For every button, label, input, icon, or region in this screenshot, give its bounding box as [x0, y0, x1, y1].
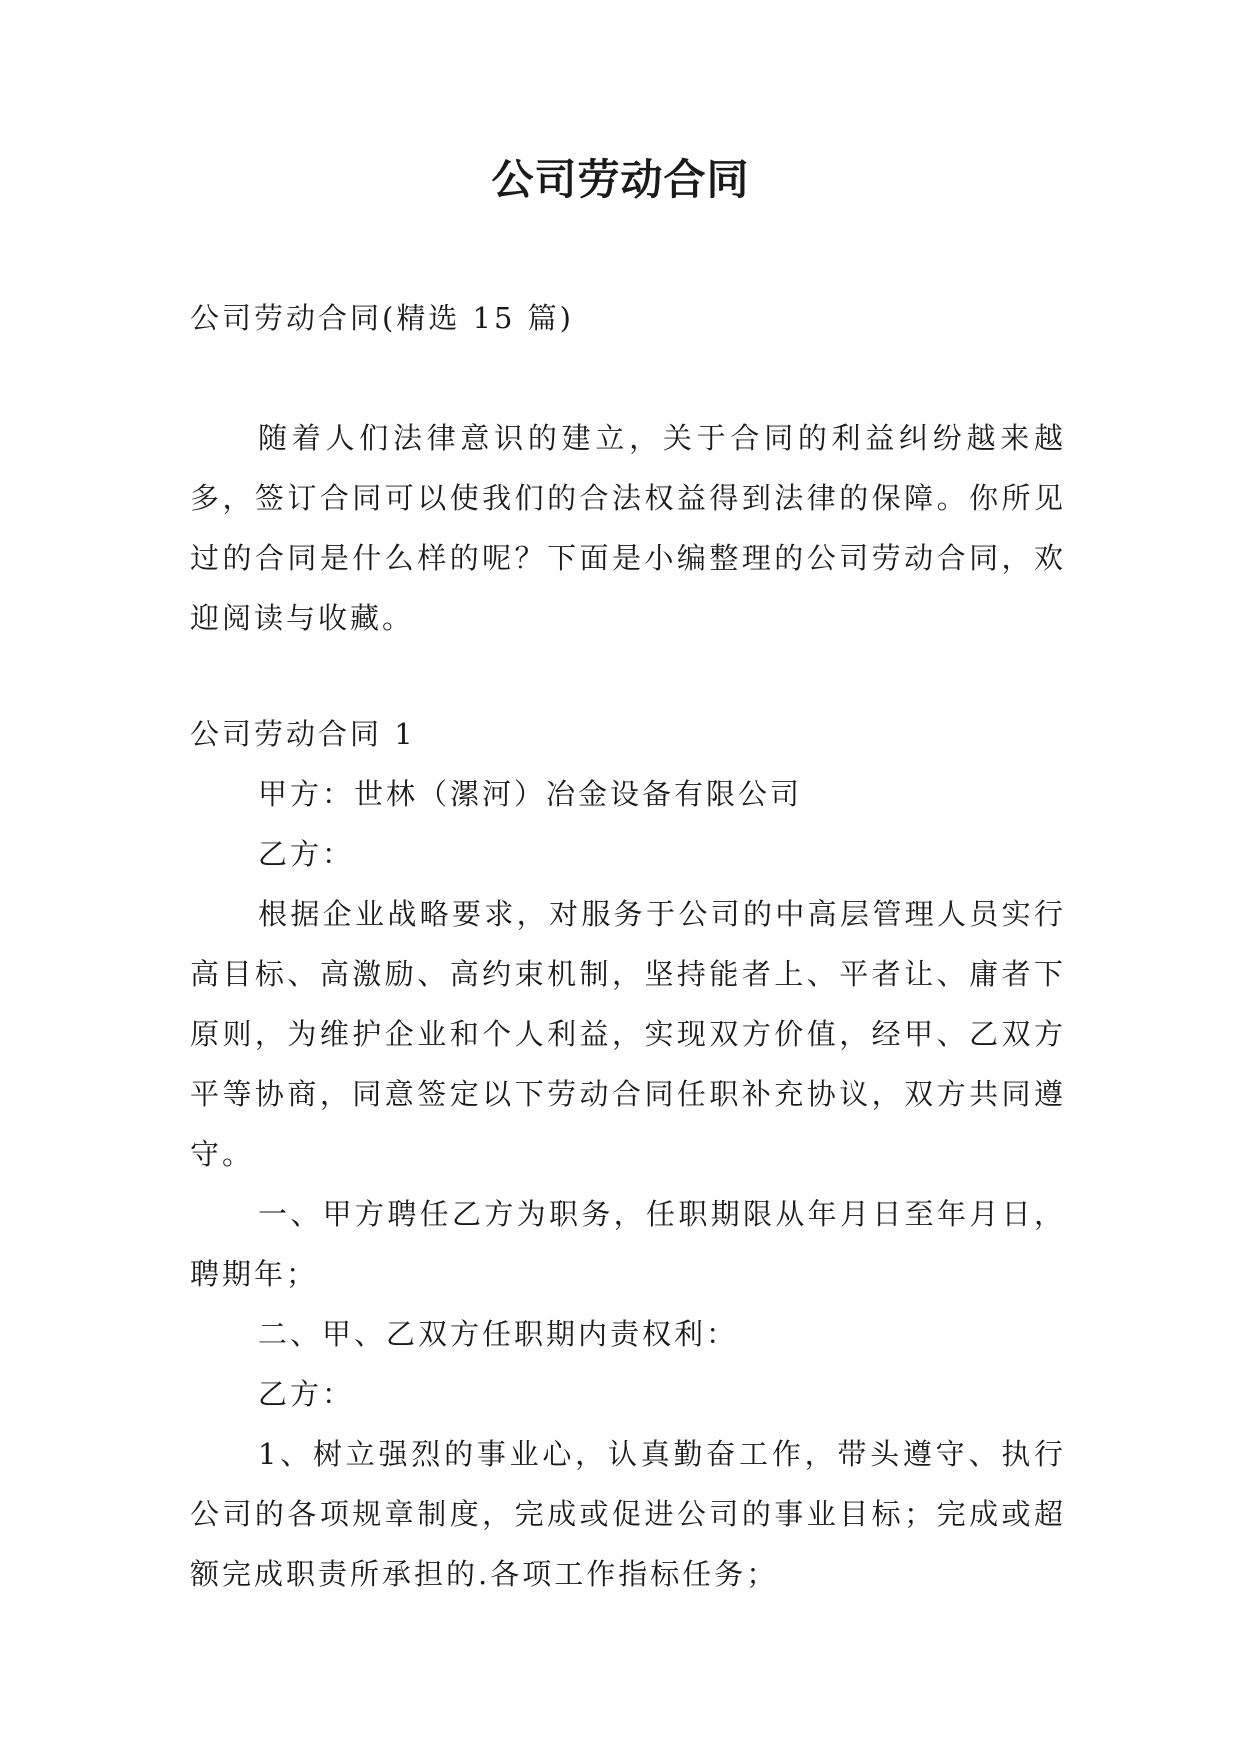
intro-text: 随着人们法律意识的建立，关于合同的利益纠纷越来越多，签订合同可以使我们的合法权益得到法律的保障。你所见过的合同是什么样的呢？下面是小编整理的公司劳动合同，欢迎阅读与收藏。 [190, 421, 1066, 635]
intro-paragraph [190, 408, 1066, 648]
contract-section [190, 704, 1066, 1604]
party-a: 甲方：世林（漯河）冶金设备有限公司 [258, 777, 803, 811]
document-subtitle: 公司劳动合同(精选 15 篇) [190, 301, 574, 335]
party-b-duties-heading: 乙方： [258, 1377, 355, 1411]
clause-two: 二、甲、乙双方任职期内责权利： [258, 1317, 739, 1351]
clause-one: 一、甲方聘任乙方为职务，任职期限从年月日至年月日，聘期年； [190, 1197, 1066, 1291]
duty-item-1: 1、树立强烈的事业心，认真勤奋工作，带头遵守、执行公司的各项规章制度，完成或促进公司的事业目标；完成或超额完成职责所承担的.各项工作指标任务； [190, 1437, 1066, 1591]
preamble-paragraph: 根据企业战略要求，对服务于公司的中高层管理人员实行高目标、高激励、高约束机制，坚持能者上、平者让、庸者下原则，为维护企业和个人利益，实现双方价值，经甲、乙双方平等协商，同意签定以下劳动合同任职补充协议，双方共同遵守。 [190, 897, 1066, 1171]
section-title: 公司劳动合同 1 [190, 717, 416, 751]
document-title: 公司劳动合同 [491, 155, 750, 204]
party-b: 乙方： [258, 837, 355, 871]
